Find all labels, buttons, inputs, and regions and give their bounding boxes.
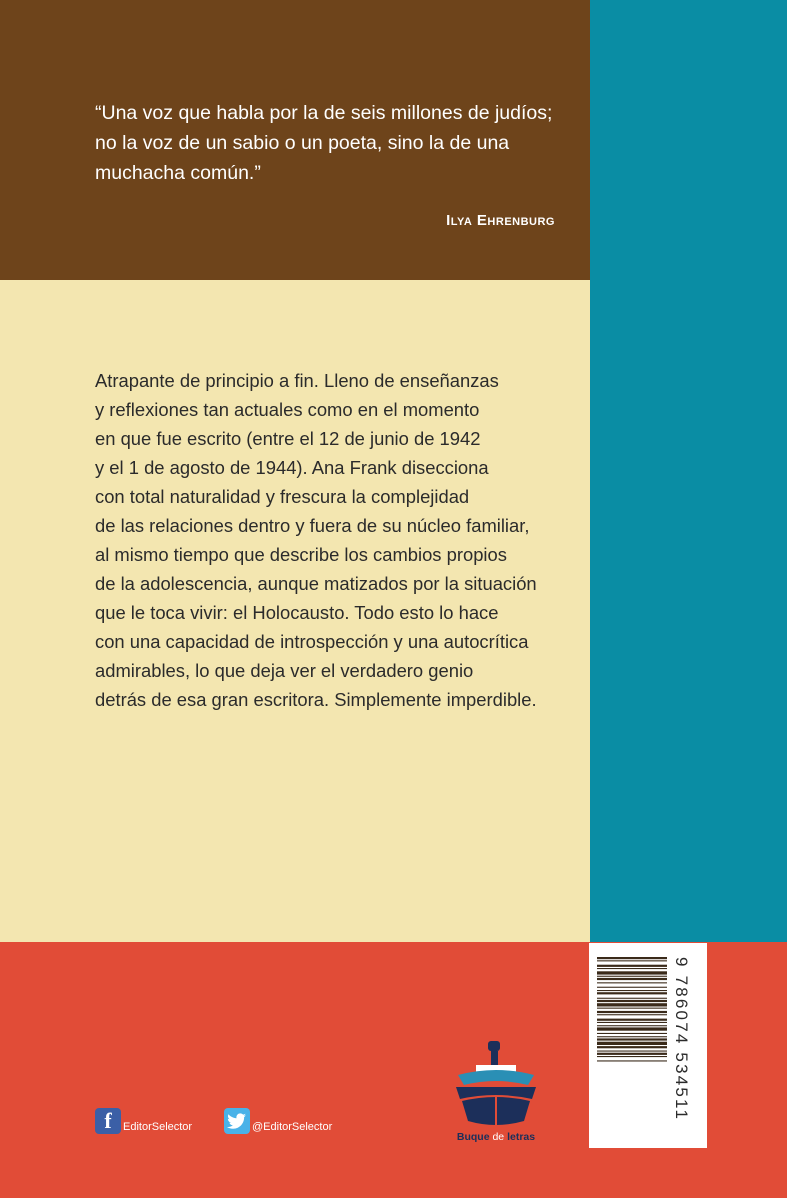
isbn-digits: 9 786074 534511 (672, 957, 691, 1122)
quote-line: muchacha común.” (95, 162, 261, 184)
barcode-bars (597, 957, 667, 1137)
spine-band (590, 0, 787, 942)
book-blurb (95, 366, 565, 714)
twitter-bird-icon (224, 1108, 250, 1134)
blurb-line: y el 1 de agosto de 1944). Ana Frank disecciona (95, 457, 489, 478)
blurb-line: con total naturalidad y frescura la complejidad (95, 486, 470, 507)
ship-icon (448, 1035, 544, 1131)
blurb-line: en que fue escrito (entre el 12 de junio de 1942 (95, 428, 481, 449)
publisher-name-part: Buque (456, 1131, 490, 1143)
blurb-line: al mismo tiempo que describe los cambios propios (95, 544, 507, 565)
blurb-line: de la adolescencia, aunque matizados por la situación (95, 573, 537, 594)
blurb-line: detrás de esa gran escritora. Simplemente imperdible. (95, 689, 537, 710)
blurb-line: de las relaciones dentro y fuera de su núcleo familiar, (95, 515, 530, 536)
publisher-name-part: letras (507, 1131, 536, 1143)
quote-line: no la voz de un sabio o un poeta, sino la de una (95, 132, 510, 154)
blurb-line: y reflexiones tan actuales como en el momento (95, 399, 480, 420)
facebook-label: EditorSelector (123, 1121, 193, 1133)
facebook-icon: f (95, 1108, 121, 1134)
isbn-number (669, 957, 695, 1137)
blurb-line: admirables, lo que deja ver el verdadero genio (95, 660, 474, 681)
blurb-line: que le toca vivir: el Holocausto. Todo esto lo hace (95, 602, 499, 623)
blurb-line: con una capacidad de introspección y una autocrítica (95, 631, 529, 652)
twitter-label: @EditorSelector (252, 1121, 333, 1133)
blurb-line: Atrapante de principio a fin. Lleno de enseñanzas (95, 370, 499, 391)
quote-line: “Una voz que habla por la de seis millones de judíos; (95, 102, 553, 124)
epigraph-quote (95, 98, 565, 188)
facebook-link[interactable] (95, 1108, 192, 1134)
publisher-name-part: de (492, 1131, 505, 1143)
isbn-barcode (589, 943, 707, 1148)
quote-author: Ilya Ehrenburg (446, 212, 555, 229)
twitter-link[interactable] (224, 1108, 332, 1134)
publisher-logo (448, 1035, 544, 1145)
publisher-name (448, 1131, 544, 1143)
